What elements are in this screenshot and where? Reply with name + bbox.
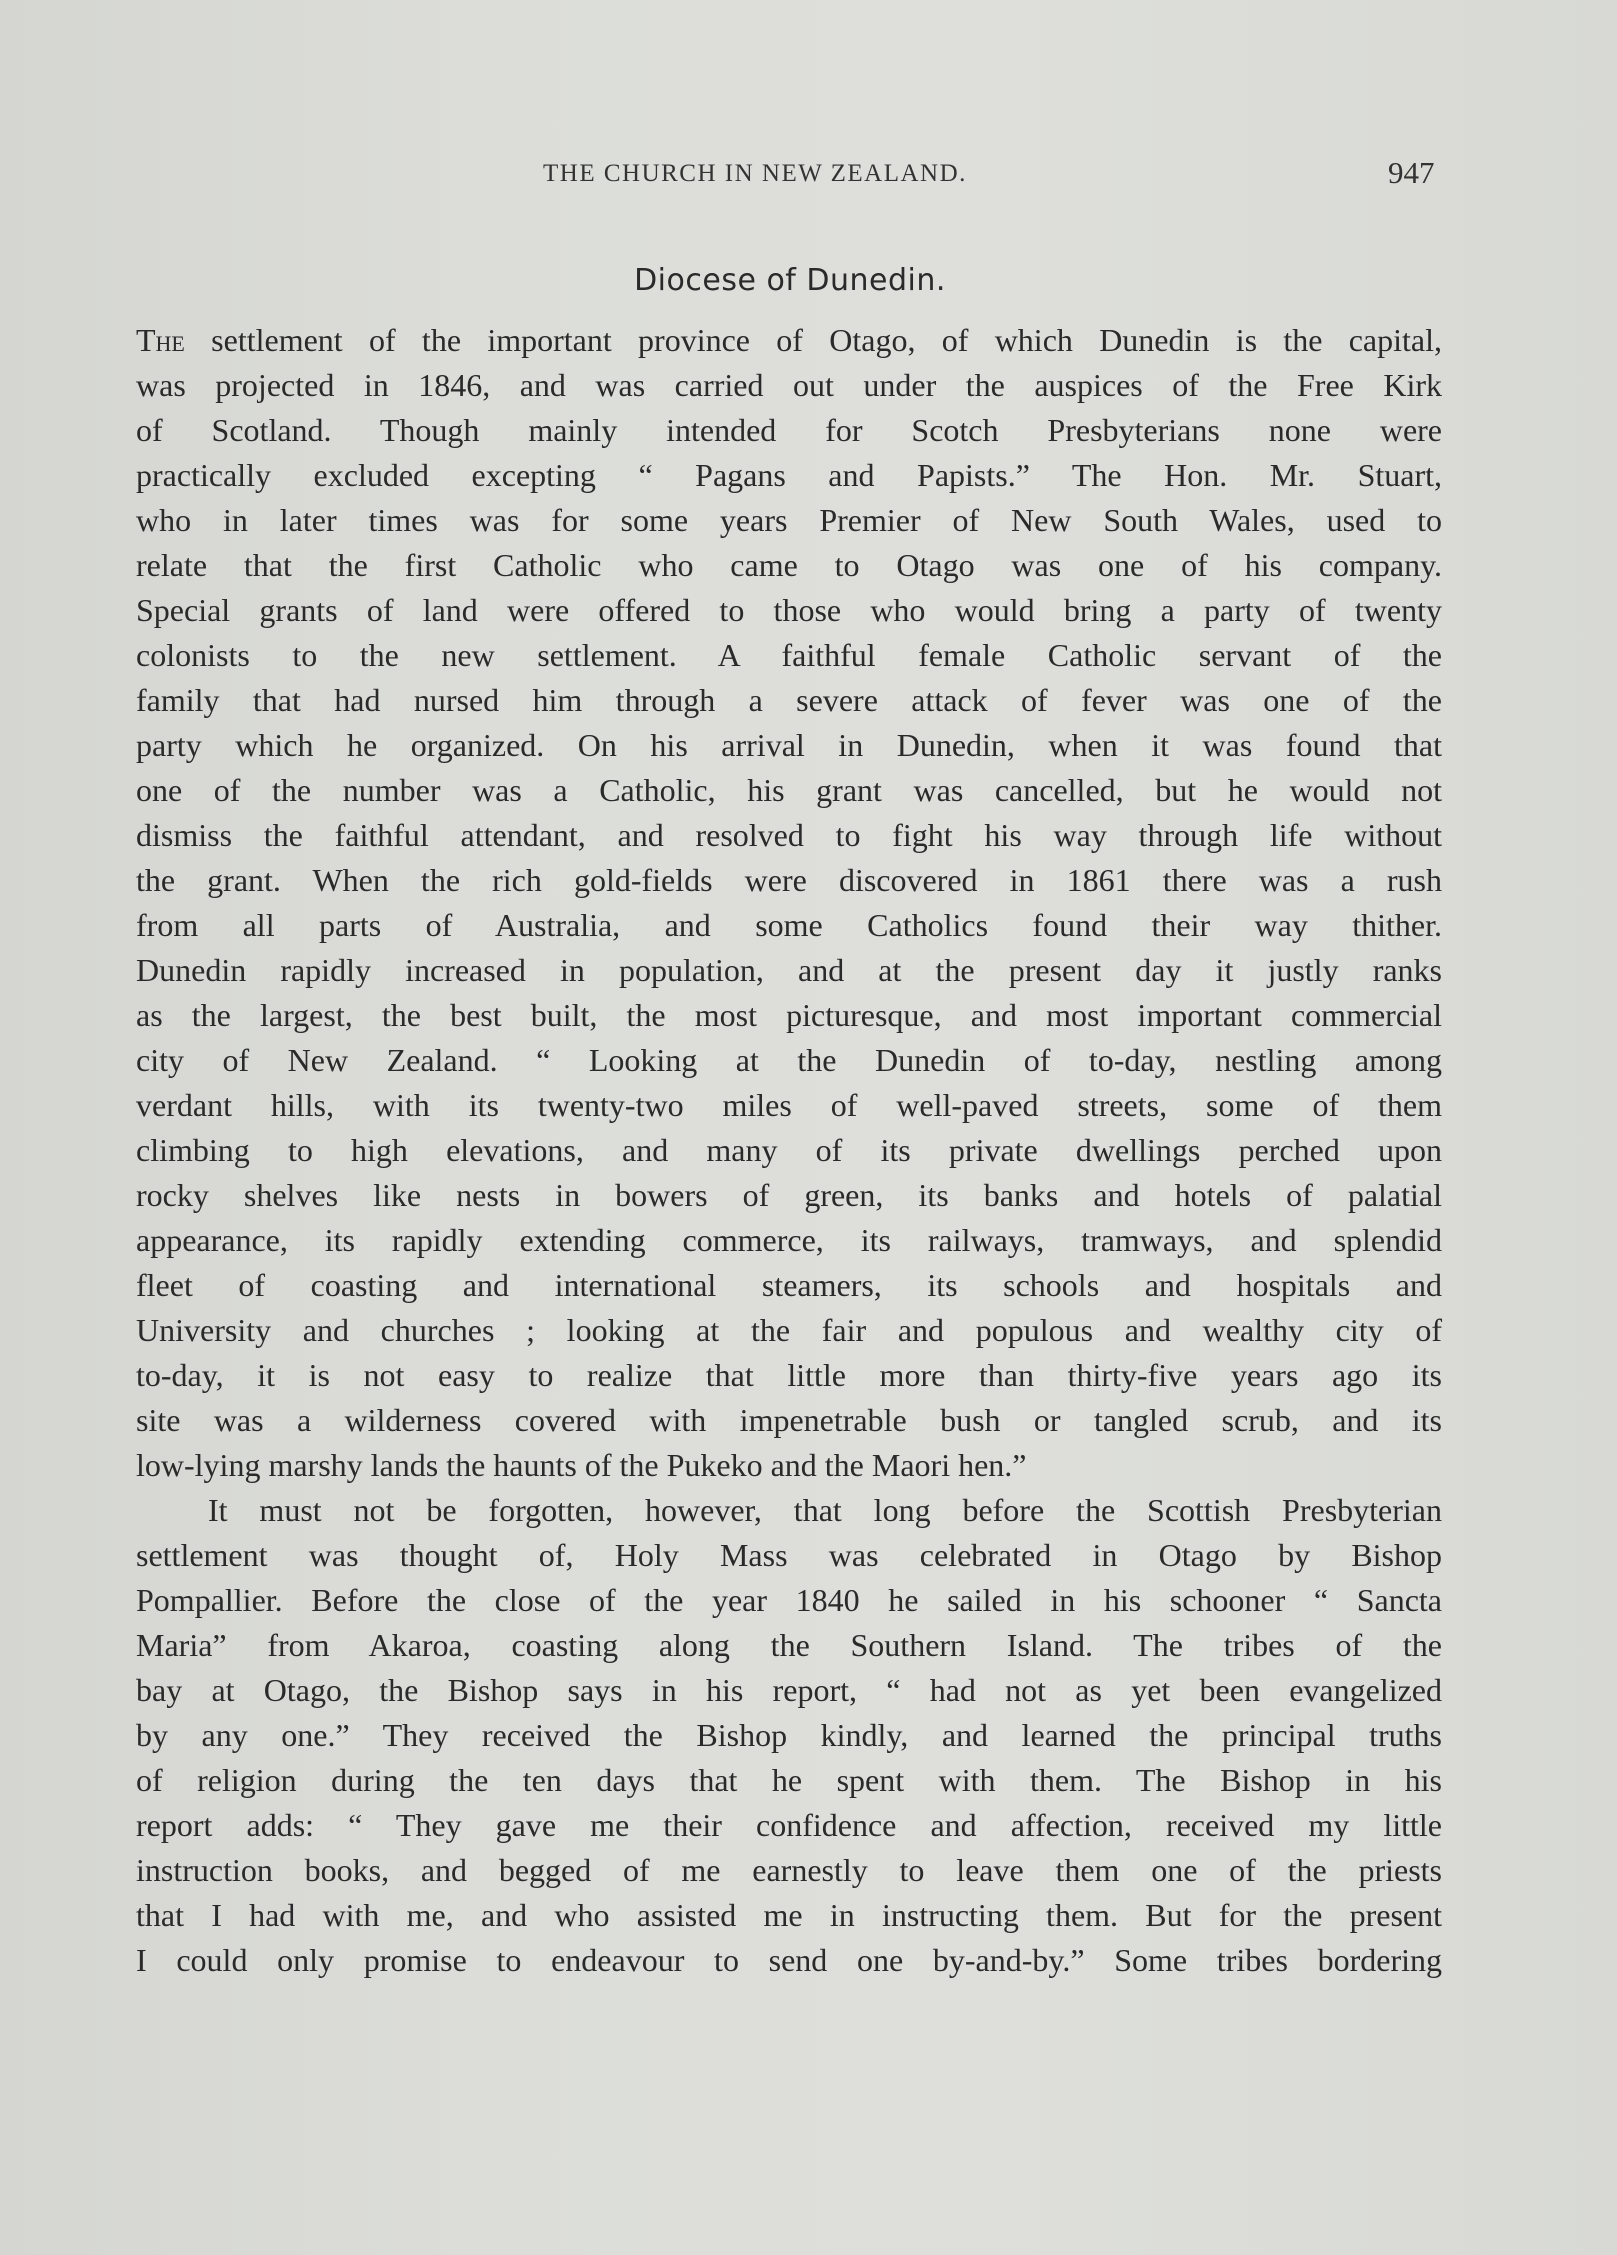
text-line: the grant. When the rich gold-fields were discovered in 1861 there was a rush <box>136 862 1442 898</box>
text-line: practically excluded excepting “ Pagans and Papists.” The Hon. Mr. Stuart, <box>136 457 1442 493</box>
text-line: Maria” from Akaroa, coasting along the Southern Island. The tribes of the <box>136 1627 1442 1663</box>
running-title: THE CHURCH IN NEW ZEALAND. <box>543 160 967 187</box>
text-line: that I had with me, and who assisted me in instructing them. But for the present <box>136 1897 1442 1933</box>
text-line: I could only promise to endeavour to send one by-and-by.” Some tribes bordering <box>136 1942 1442 1978</box>
text-line: family that had nursed him through a severe attack of fever was one of the <box>136 682 1442 718</box>
text-line: was projected in 1846, and was carried out under the auspices of the Free Kirk <box>136 367 1442 403</box>
text-line: by any one.” They received the Bishop kindly, and learned the principal truths <box>136 1717 1442 1753</box>
text-line: University and churches ; looking at the fair and populous and wealthy city of <box>136 1312 1442 1348</box>
text-line: rocky shelves like nests in bowers of green, its banks and hotels of palatial <box>136 1177 1442 1213</box>
text-line: settlement was thought of, Holy Mass was celebrated in Otago by Bishop <box>136 1537 1442 1573</box>
lead-word: The <box>136 322 185 358</box>
text-line: site was a wilderness covered with impenetrable bush or tangled scrub, and its <box>136 1402 1442 1438</box>
text-line: party which he organized. On his arrival in Dunedin, when it was found that <box>136 727 1442 763</box>
text-line: Dunedin rapidly increased in population, and at the present day it justly ranks <box>136 952 1442 988</box>
text-line: of Scotland. Though mainly intended for Scotch Presbyterians none were <box>136 412 1442 448</box>
body-text <box>136 318 1442 1983</box>
text-line: colonists to the new settlement. A faithful female Catholic servant of the <box>136 637 1442 673</box>
text-line: It must not be forgotten, however, that long before the Scottish Presbyterian <box>208 1492 1442 1528</box>
text-line: Special grants of land were offered to those who would bring a party of twenty <box>136 592 1442 628</box>
text-line: instruction books, and begged of me earnestly to leave them one of the priests <box>136 1852 1442 1888</box>
text-line: one of the number was a Catholic, his grant was cancelled, but he would not <box>136 772 1442 808</box>
page-number: 947 <box>1388 155 1435 190</box>
text-line: The settlement of the important province of Otago, of which Dunedin is the capital, <box>136 322 1442 358</box>
text-line: relate that the first Catholic who came to Otago was one of his company. <box>136 547 1442 583</box>
text-line: fleet of coasting and international steamers, its schools and hospitals and <box>136 1267 1442 1303</box>
text-line: who in later times was for some years Premier of New South Wales, used to <box>136 502 1442 538</box>
text-line: from all parts of Australia, and some Catholics found their way thither. <box>136 907 1442 943</box>
text-line: of religion during the ten days that he spent with them. The Bishop in his <box>136 1762 1442 1798</box>
text-line: verdant hills, with its twenty-two miles of well-paved streets, some of them <box>136 1087 1442 1123</box>
text-line: to-day, it is not easy to realize that little more than thirty-five years ago its <box>136 1357 1442 1393</box>
section-heading: Diocese of Dunedin. <box>634 263 946 298</box>
text-line: report adds: “ They gave me their confidence and affection, received my little <box>136 1807 1442 1843</box>
text-line: as the largest, the best built, the most picturesque, and most important commercial <box>136 997 1442 1033</box>
text-line: dismiss the faithful attendant, and resolved to fight his way through life without <box>136 817 1442 853</box>
text-line: appearance, its rapidly extending commerce, its railways, tramways, and splendid <box>136 1222 1442 1258</box>
text-line: city of New Zealand. “ Looking at the Dunedin of to-day, nestling among <box>136 1042 1442 1078</box>
text-line: climbing to high elevations, and many of its private dwellings perched upon <box>136 1132 1442 1168</box>
text-line: low-lying marshy lands the haunts of the Pukeko and the Maori hen.” <box>136 1447 1027 1483</box>
text-line: Pompallier. Before the close of the year 1840 he sailed in his schooner “ Sancta <box>136 1582 1442 1618</box>
text-line: bay at Otago, the Bishop says in his report, “ had not as yet been evangelized <box>136 1672 1442 1708</box>
running-head <box>0 155 1617 195</box>
